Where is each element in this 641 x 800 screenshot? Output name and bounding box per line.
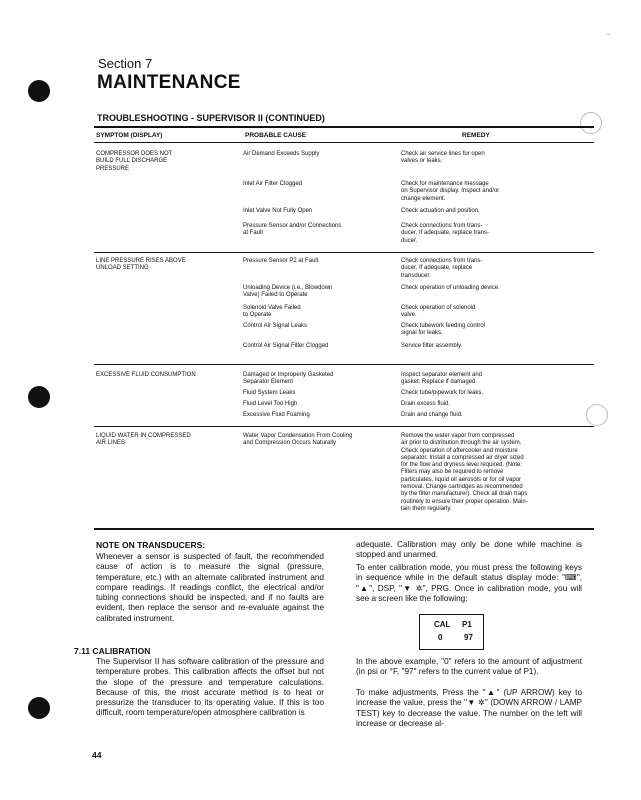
corner-mark: ~	[606, 30, 611, 39]
note-paragraph: Whenever a sensor is suspected of fault, the recommended cause of action is to measure the signal (pressure, temperature, etc.) with an alternate calibrated instrument and compare readings. If readings conflict, the electrical and/or tubing connections should be inspected, and if no faults are evident, then replace the sensor and re-evaluate against the calibrated instrument.	[96, 552, 324, 623]
cause-cell: Damaged or Improperly Gasketed Separator Element	[243, 372, 334, 386]
remedy-cell: Check air service lines for open valves or leaks.	[401, 151, 485, 165]
cause-cell: Fluid Level Too High	[243, 401, 298, 407]
cal-current-value: 97	[464, 633, 473, 642]
row-group-rule	[94, 426, 594, 427]
cause-cell: Control Air Signal Filter Clogged	[243, 343, 329, 349]
calibration-paragraph: The Supervisor II has software calibration of the pressure and temperature probes. This calibration affects the offset but not the slope of the pressure and temperature calculations. Because of this, the most accurate method is to heat or pressurize the transducer to its operating value. If this is too difficult, room temperature/open atmosphere calibration is	[96, 657, 324, 718]
page-number: 44	[92, 750, 102, 760]
binder-hole-middle	[28, 386, 50, 408]
section-title: MAINTENANCE	[97, 72, 241, 93]
cause-cell: Water Vapor Condensation From Cooling and Compression Occurs Naturally	[243, 433, 353, 447]
binder-hole-top	[28, 80, 50, 102]
remedy-cell: Check connections from trans- ducer. If adequate, replace transducer.	[401, 258, 483, 279]
symptom-cell: LINE PRESSURE RISES ABOVE UNLOAD SETTING	[96, 258, 186, 272]
calibration-paragraph-cont: adequate. Calibration may only be done while machine is stopped and unarmed.	[356, 540, 582, 560]
calibration-example-paragraph: In the above example, "0" refers to the amount of adjustment (in psi or °F, "97" refers to the current value of P1).	[356, 657, 582, 677]
remedy-cell: Drain excess fluid.	[401, 401, 451, 407]
header-symptom: SYMPTOM (DISPLAY)	[96, 132, 163, 139]
cause-cell: Air Demand Exceeds Supply	[243, 151, 320, 157]
calibration-heading: 7.11 CALIBRATION	[74, 646, 151, 656]
remedy-cell: Check operation of solenoid valve.	[401, 305, 476, 319]
calibration-adjust-paragraph: To make adjustments, Press the "▲" (UP ARROW) key to increase the value, press the "▼ ✲" (DOWN ARROW / LAMP TEST) key to decrease the value. The number on the left will increase or decrease al-	[356, 688, 582, 728]
remedy-cell: Check tubework feeding control signal for leaks.	[401, 323, 486, 337]
header-remedy: REMEDY	[462, 132, 490, 139]
symptom-cell: COMPRESSOR DOES NOT BUILD FULL DISCHARGE PRESSURE	[96, 151, 173, 172]
binder-ring-mark	[580, 112, 602, 134]
remedy-cell: Inspect separator element and gasket. Replace if damaged.	[401, 372, 483, 386]
binder-hole-bottom	[28, 697, 50, 719]
remedy-cell: Remove the water vapor from compressed air prior to distribution through the air system. Check operation of aftercooler and moisture separator. Install a compressed air dryer sized for the flow and dryness level required. (Note: Filters may also be required to remove particulates, liquid oil aerosols or for oil vapor removal. Change cartridges as recommended by the filter manufacturer). Check all drain traps routinely to ensure their proper operation. Main- tain them regularly.	[401, 433, 528, 512]
cause-cell: Control Air Signal Leaks	[243, 323, 308, 329]
row-group-rule	[94, 364, 594, 365]
symptom-cell: EXCESSIVE FLUID CONSUMPTION	[96, 372, 196, 378]
calibration-keys-paragraph: To enter calibration mode, you must press the following keys in sequence while in the default status display mode: "⌨", "▲", DSP, "▼ ✲", PRG. Once in calibration mode, you will see a screen like the following:	[356, 563, 582, 603]
cause-cell: Solenoid Valve Failed to Operate	[243, 305, 301, 319]
cause-cell: Unloading Device (i.e., Blowdown Valve) Failed to Operate	[243, 285, 333, 299]
cause-cell: Pressure Sensor P2 at Fault	[243, 258, 319, 264]
header-rule	[94, 142, 594, 143]
remedy-cell: Check actuation and position.	[401, 208, 480, 214]
troubleshooting-heading: TROUBLESHOOTING - SUPERVISOR II (CONTINUED)	[97, 113, 325, 123]
cause-cell: Pressure Sensor and/or Connections at Fault	[243, 223, 342, 237]
row-group-rule	[94, 252, 594, 253]
calibration-display	[419, 614, 484, 650]
remedy-cell: Check connections from trans- ducer. If adequate, replace trans- ducer.	[401, 223, 490, 244]
remedy-cell: Drain and change fluid.	[401, 412, 463, 418]
binder-ring-mark	[586, 404, 608, 426]
remedy-cell: Check tube/pipework for leaks.	[401, 390, 484, 396]
cal-probe-label: P1	[462, 620, 472, 629]
symptom-cell: LIQUID WATER IN COMPRESSED AIR LINES	[96, 433, 191, 447]
remedy-cell: Check operation of unloading device.	[401, 285, 500, 291]
section-label: Section 7	[98, 56, 153, 71]
cause-cell: Fluid System Leaks	[243, 390, 296, 396]
cal-adjustment-value: 0	[438, 633, 443, 642]
note-title: NOTE ON TRANSDUCERS:	[96, 540, 206, 550]
cause-cell: Excessive Fluid Foaming	[243, 412, 310, 418]
cause-cell: Inlet Air Filter Clogged	[243, 181, 303, 187]
table-bottom-rule	[94, 528, 594, 530]
header-cause: PROBABLE CAUSE	[245, 132, 307, 139]
remedy-cell: Check for maintenance message on Supervisor display. Inspect and/or change element.	[401, 181, 500, 202]
table-top-rule	[94, 126, 594, 128]
cause-cell: Inlet Valve Not Fully Open	[243, 208, 313, 214]
remedy-cell: Service filter assembly.	[401, 343, 463, 349]
cal-label: CAL	[434, 620, 451, 629]
